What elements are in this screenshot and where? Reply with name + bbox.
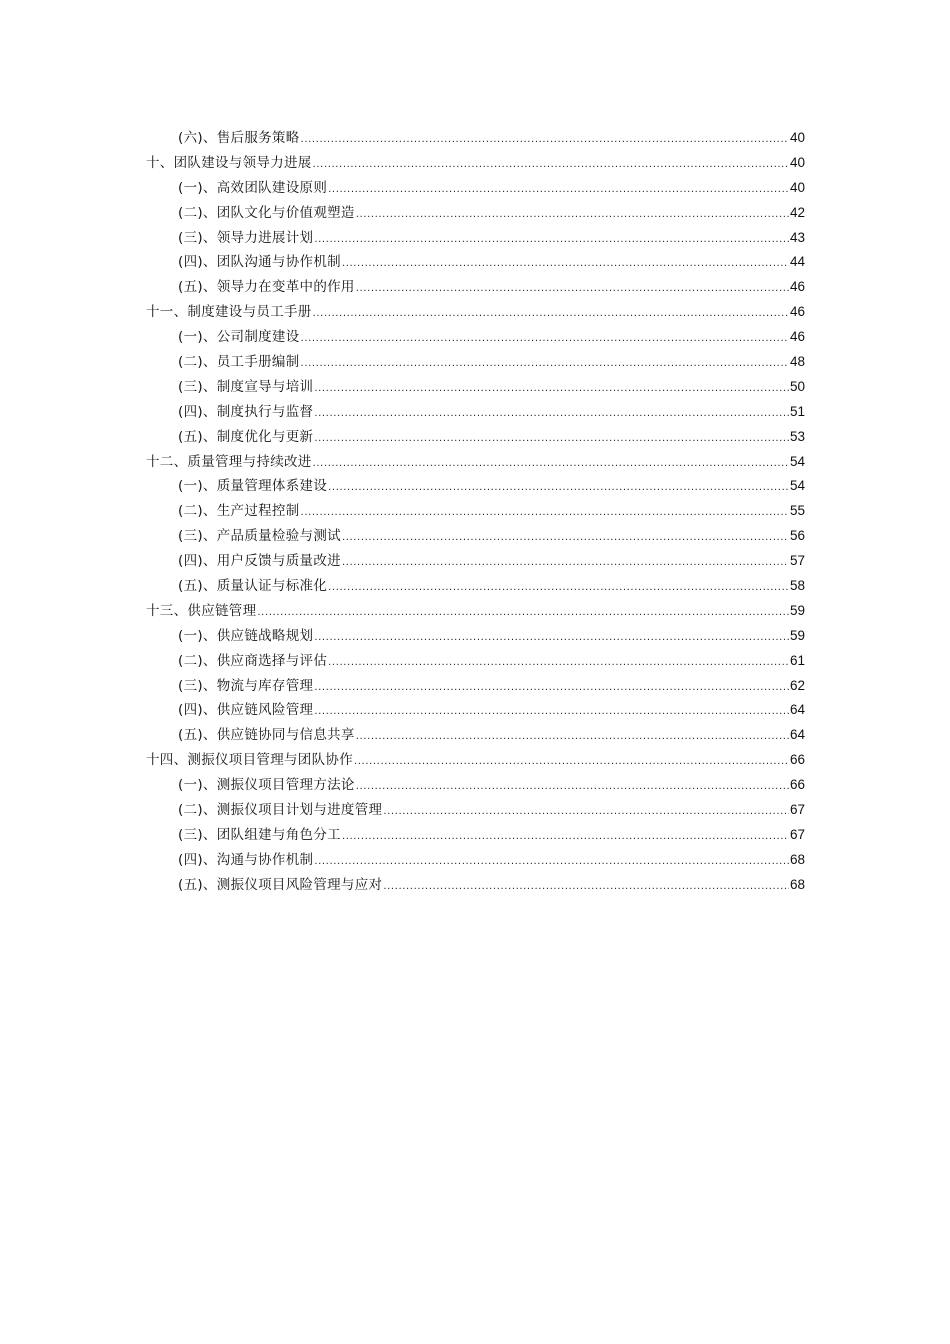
toc-entry-page-number: 48	[789, 354, 805, 370]
toc-entry-page-number: 64	[789, 702, 805, 718]
toc-entry-page-number: 54	[789, 478, 805, 494]
toc-entry-title: (五)、测振仪项目风险管理与应对	[178, 876, 383, 893]
toc-entry-page-number: 66	[789, 752, 805, 768]
toc-section-entry[interactable]	[146, 674, 805, 699]
toc-dot-leader	[257, 601, 789, 626]
toc-section-entry[interactable]	[146, 250, 805, 275]
toc-section-entry[interactable]	[146, 226, 805, 251]
toc-dot-leader	[313, 153, 789, 178]
toc-entry-title: (五)、领导力在变革中的作用	[178, 279, 355, 296]
toc-entry-page-number: 68	[789, 851, 805, 867]
toc-dot-leader	[356, 775, 789, 800]
toc-section-entry[interactable]	[146, 823, 805, 848]
toc-dot-leader	[314, 700, 789, 725]
toc-entry-title: (三)、产品质量检验与测试	[178, 528, 341, 545]
toc-entry-title: (五)、制度优化与更新	[178, 428, 314, 445]
toc-section-entry[interactable]	[146, 773, 805, 798]
toc-section-entry[interactable]	[146, 624, 805, 649]
toc-section-entry[interactable]	[146, 375, 805, 400]
toc-dot-leader	[301, 327, 789, 352]
toc-entry-page-number: 40	[789, 130, 805, 145]
toc-entry-title: (一)、测振仪项目管理方法论	[178, 777, 355, 794]
toc-section-entry[interactable]	[146, 698, 805, 723]
toc-entry-page-number: 59	[789, 602, 805, 618]
toc-dot-leader	[314, 850, 789, 875]
toc-dot-leader	[313, 302, 789, 327]
toc-entry-page-number: 42	[789, 204, 805, 220]
toc-entry-title: (四)、团队沟通与协作机制	[178, 254, 341, 271]
toc-dot-leader	[301, 501, 789, 526]
toc-dot-leader	[354, 750, 789, 775]
toc-entry-page-number: 64	[789, 727, 805, 743]
toc-entry-title: (五)、质量认证与标准化	[178, 578, 328, 595]
toc-dot-leader	[301, 352, 789, 377]
toc-section-entry[interactable]	[146, 848, 805, 873]
toc-dot-leader	[383, 875, 789, 900]
toc-entry-page-number: 68	[789, 876, 805, 892]
toc-entry-title: (一)、高效团队建设原则	[178, 179, 328, 196]
toc-entry-title: 十三、供应链管理	[146, 602, 257, 619]
toc-entry-title: 十、团队建设与领导力进展	[146, 154, 312, 171]
toc-entry-page-number: 61	[789, 652, 805, 668]
toc-entry-title: (五)、供应链协同与信息共享	[178, 727, 355, 744]
toc-entry-title: (四)、制度执行与监督	[178, 403, 314, 420]
toc-entry-title: (二)、供应商选择与评估	[178, 652, 328, 669]
toc-dot-leader	[328, 576, 789, 601]
toc-dot-leader	[314, 626, 789, 651]
toc-entry-title: (二)、生产过程控制	[178, 503, 300, 520]
toc-entry-page-number: 59	[789, 627, 805, 643]
toc-entry-title: (三)、领导力进展计划	[178, 229, 314, 246]
toc-entry-page-number: 67	[789, 826, 805, 842]
toc-entry-page-number: 46	[789, 279, 805, 295]
toc-dot-leader	[314, 377, 789, 402]
toc-section-entry[interactable]	[146, 275, 805, 300]
toc-entry-page-number: 50	[789, 378, 805, 394]
toc-entry-title: 十一、制度建设与员工手册	[146, 304, 312, 321]
toc-dot-leader	[342, 252, 789, 277]
toc-section-entry[interactable]	[146, 474, 805, 499]
toc-section-entry[interactable]	[146, 201, 805, 226]
toc-entry-title: (一)、公司制度建设	[178, 329, 300, 346]
toc-entry-title: (四)、供应链风险管理	[178, 702, 314, 719]
toc-dot-leader	[342, 526, 789, 551]
toc-dot-leader	[314, 402, 789, 427]
toc-section-entry[interactable]	[146, 873, 805, 898]
toc-dot-leader	[342, 551, 789, 576]
toc-entry-page-number: 40	[789, 179, 805, 195]
toc-dot-leader	[301, 128, 789, 153]
toc-dot-leader	[328, 178, 789, 203]
toc-entry-title: (二)、员工手册编制	[178, 354, 300, 371]
toc-entry-page-number: 57	[789, 553, 805, 569]
toc-section-entry[interactable]	[146, 176, 805, 201]
toc-dot-leader	[356, 277, 789, 302]
toc-section-entry[interactable]	[146, 499, 805, 524]
toc-entry-page-number: 43	[789, 229, 805, 245]
toc-entry-title: 十四、测振仪项目管理与团队协作	[146, 752, 353, 769]
toc-entry-page-number: 46	[789, 304, 805, 320]
toc-entry-title: (六)、售后服务策略	[178, 130, 300, 146]
table-of-contents	[146, 126, 805, 898]
toc-section-entry[interactable]	[146, 798, 805, 823]
toc-entry-title: (三)、物流与库存管理	[178, 677, 314, 694]
toc-entry-title: (一)、供应链战略规划	[178, 627, 314, 644]
toc-entry-page-number: 62	[789, 677, 805, 693]
toc-chapter-entry[interactable]	[146, 151, 805, 176]
toc-entry-page-number: 54	[789, 453, 805, 469]
toc-entry-title: (三)、团队组建与角色分工	[178, 826, 341, 843]
toc-section-entry[interactable]	[146, 574, 805, 599]
toc-entry-title: (三)、制度宣导与培训	[178, 378, 314, 395]
toc-chapter-entry[interactable]	[146, 450, 805, 475]
toc-entry-page-number: 66	[789, 777, 805, 793]
toc-dot-leader	[314, 676, 789, 701]
toc-dot-leader	[356, 203, 789, 228]
toc-entry-page-number: 44	[789, 254, 805, 270]
toc-entry-page-number: 58	[789, 578, 805, 594]
toc-chapter-entry[interactable]	[146, 748, 805, 773]
toc-entry-title: (二)、测振仪项目计划与进度管理	[178, 802, 383, 819]
toc-entry-page-number: 51	[789, 403, 805, 419]
toc-section-entry[interactable]	[146, 400, 805, 425]
toc-dot-leader	[314, 228, 789, 253]
toc-dot-leader	[342, 825, 789, 850]
toc-section-entry[interactable]	[146, 723, 805, 748]
toc-dot-leader	[383, 800, 789, 825]
toc-section-entry[interactable]	[146, 524, 805, 549]
toc-dot-leader	[313, 452, 789, 477]
toc-dot-leader	[356, 725, 789, 750]
toc-dot-leader	[328, 651, 789, 676]
toc-entry-title: 十二、质量管理与持续改进	[146, 453, 312, 470]
toc-entry-page-number: 67	[789, 802, 805, 818]
toc-entry-title: (二)、团队文化与价值观塑造	[178, 204, 355, 221]
toc-entry-page-number: 46	[789, 329, 805, 345]
toc-section-entry[interactable]	[146, 649, 805, 674]
toc-section-entry[interactable]	[146, 126, 805, 151]
toc-entry-title: (四)、用户反馈与质量改进	[178, 553, 341, 570]
toc-section-entry[interactable]	[146, 350, 805, 375]
toc-entry-page-number: 55	[789, 503, 805, 519]
toc-entry-title: (四)、沟通与协作机制	[178, 851, 314, 868]
toc-dot-leader	[328, 476, 789, 501]
toc-section-entry[interactable]	[146, 549, 805, 574]
toc-entry-page-number: 40	[789, 154, 805, 170]
toc-dot-leader	[314, 427, 789, 452]
toc-section-entry[interactable]	[146, 325, 805, 350]
toc-entry-page-number: 56	[789, 528, 805, 544]
toc-chapter-entry[interactable]	[146, 599, 805, 624]
toc-chapter-entry[interactable]	[146, 300, 805, 325]
toc-entry-page-number: 53	[789, 428, 805, 444]
toc-section-entry[interactable]	[146, 425, 805, 450]
toc-entry-title: (一)、质量管理体系建设	[178, 478, 328, 495]
